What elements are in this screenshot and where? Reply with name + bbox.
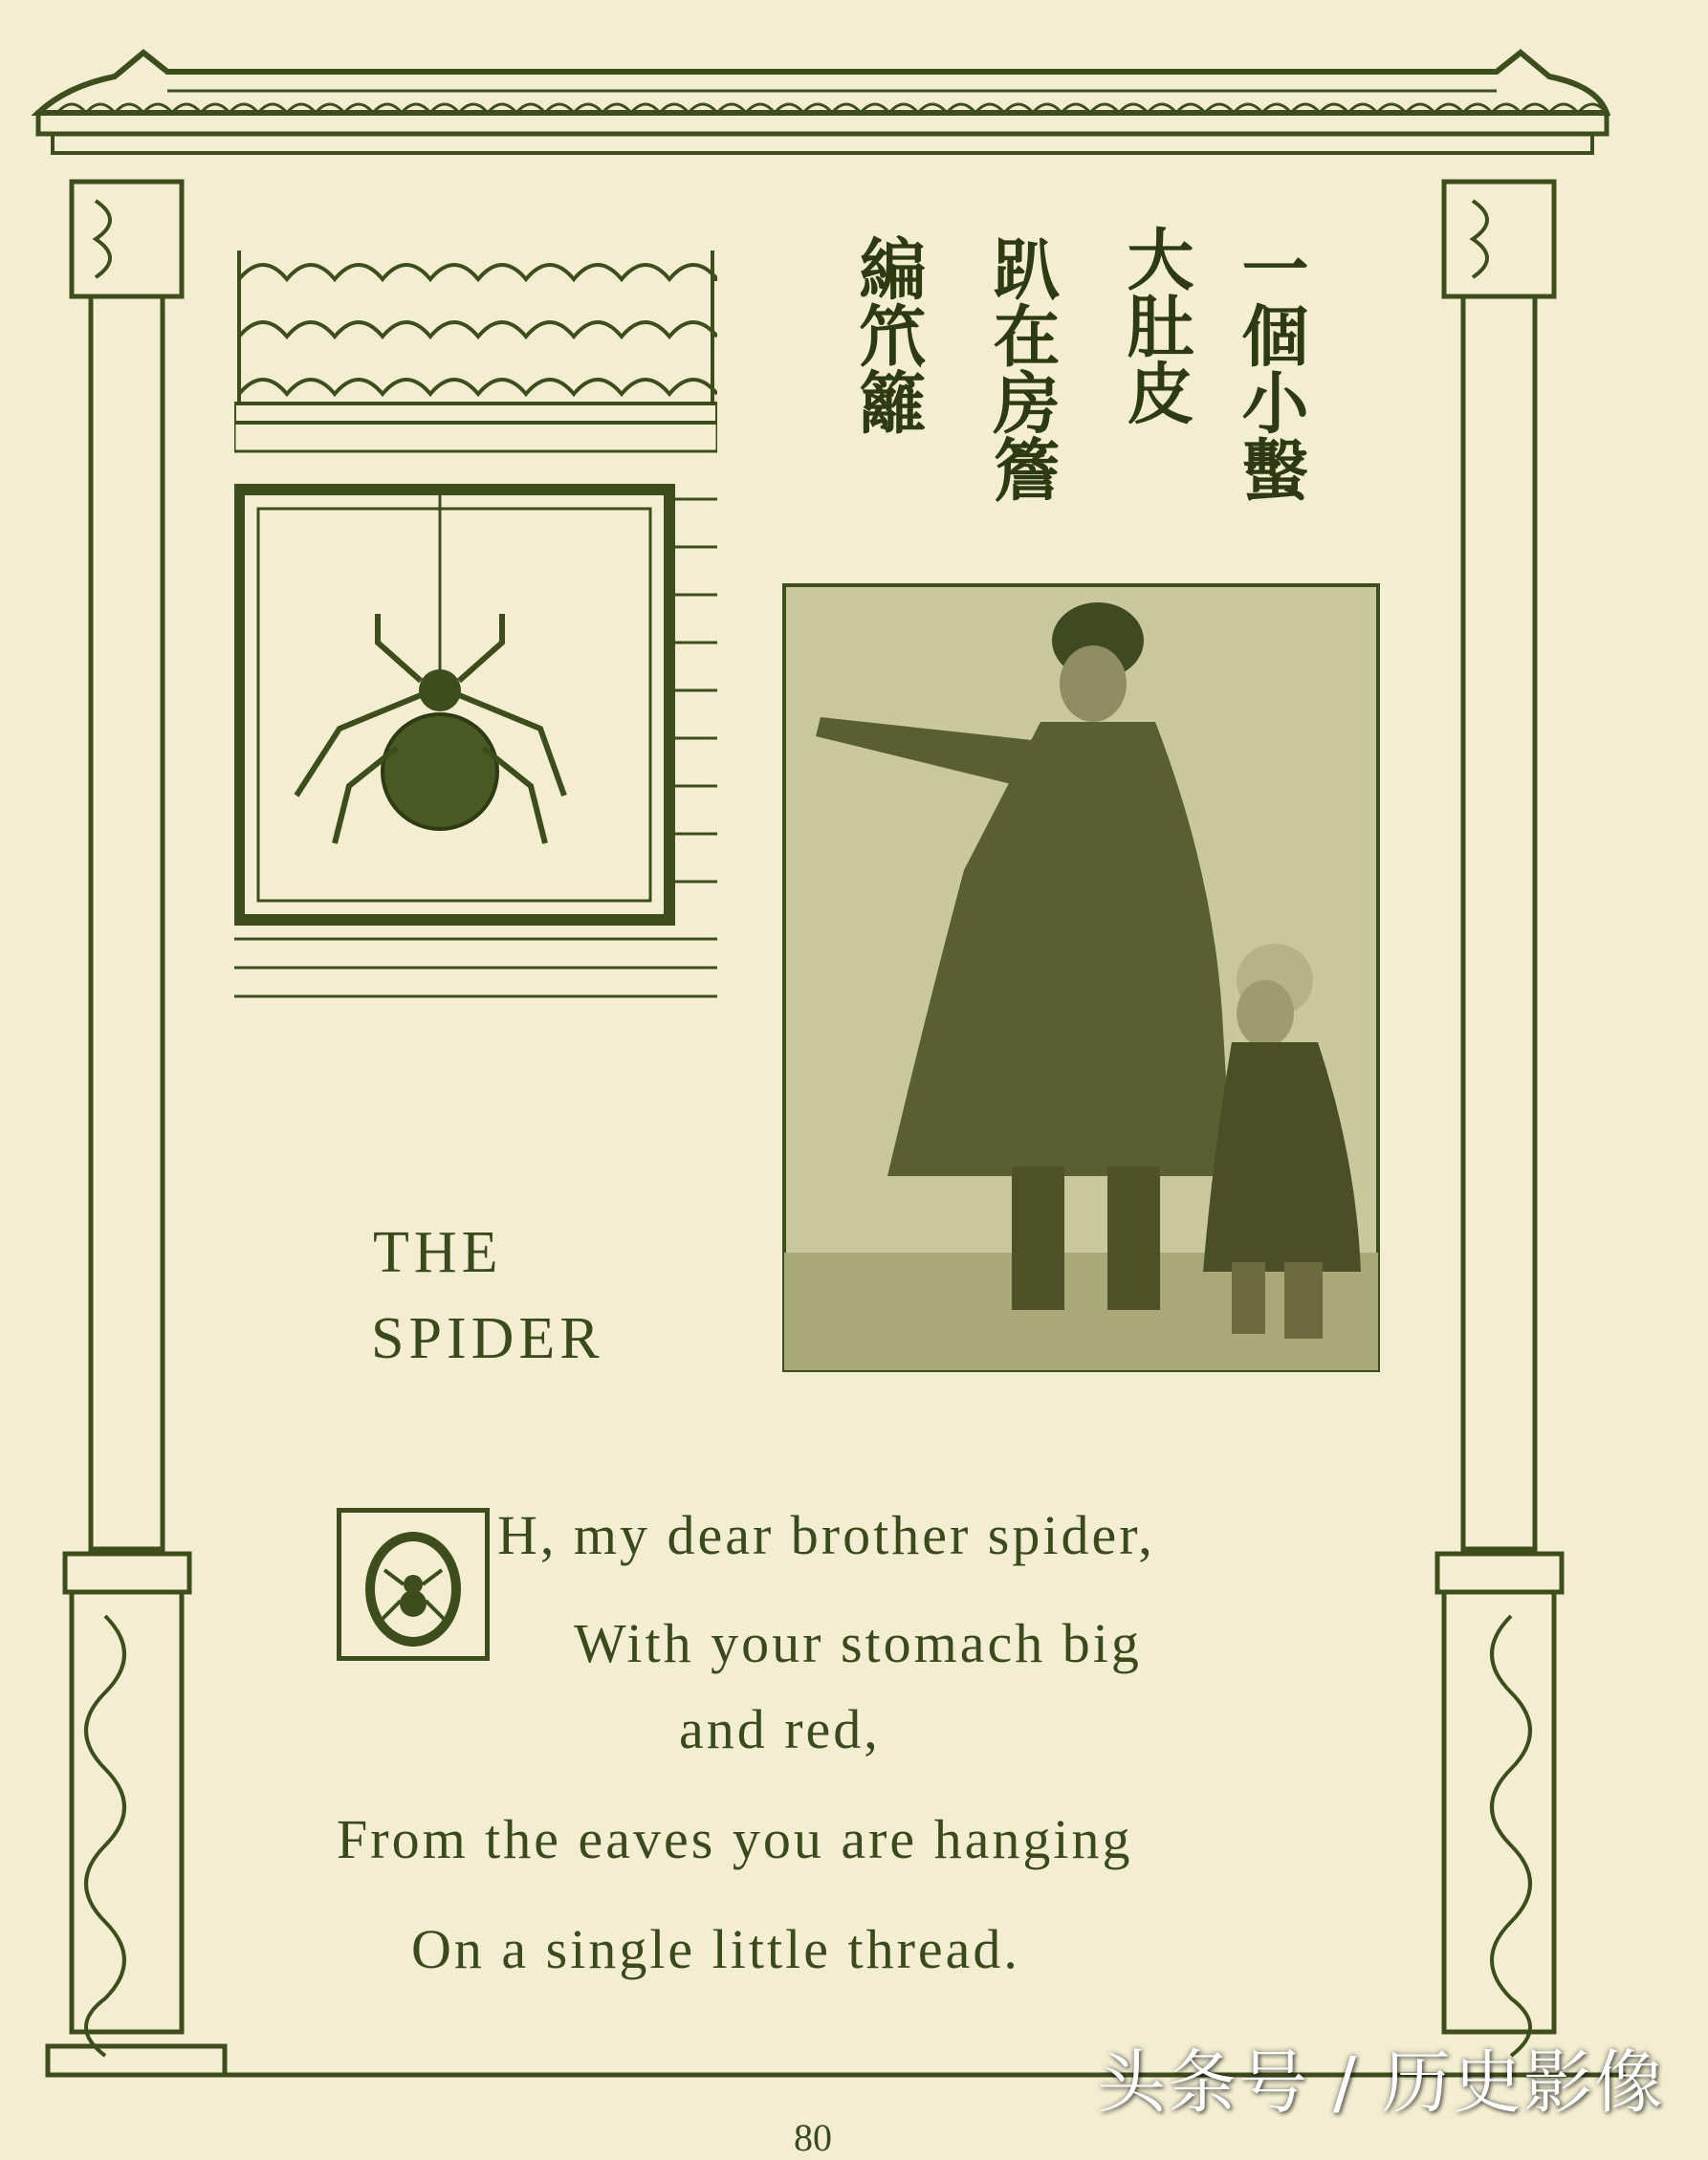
poem-line-5: On a single little thread.: [411, 1918, 1020, 1980]
chinese-verse-column-1: 一個小蟿: [1231, 234, 1310, 502]
page-number: 80: [794, 2116, 832, 2159]
poem-line-1: H, my dear brother spider,: [497, 1504, 1155, 1566]
poem-line-3: and red,: [679, 1698, 881, 1760]
poem-line-4: From the eaves you are hanging: [337, 1808, 1133, 1870]
left-pillar: [48, 182, 225, 2075]
photo-two-children: [782, 583, 1380, 1372]
chinese-verse-column-2: 大肚皮: [1116, 225, 1195, 425]
chinese-verse-column-4: 編笊籬: [848, 234, 928, 435]
drop-cap: [337, 1508, 490, 1661]
right-pillar: [1437, 182, 1562, 2056]
poem-line-2: With your stomach big: [574, 1612, 1142, 1674]
chinese-verse-column-3: 趴在房簷: [982, 234, 1062, 502]
poem-title-line-2: SPIDER: [371, 1306, 604, 1371]
spider-illustration: [234, 251, 717, 1020]
drop-cap-spider-icon: [341, 1513, 485, 1656]
poem-title-line-1: THE: [373, 1220, 503, 1285]
watermark: 头条号 / 历史影像: [1096, 2042, 1665, 2123]
tile-roof: [234, 251, 717, 423]
spider: [296, 614, 564, 843]
drop-cap-letter: [341, 1513, 342, 1514]
roof-eave: [38, 53, 1607, 153]
